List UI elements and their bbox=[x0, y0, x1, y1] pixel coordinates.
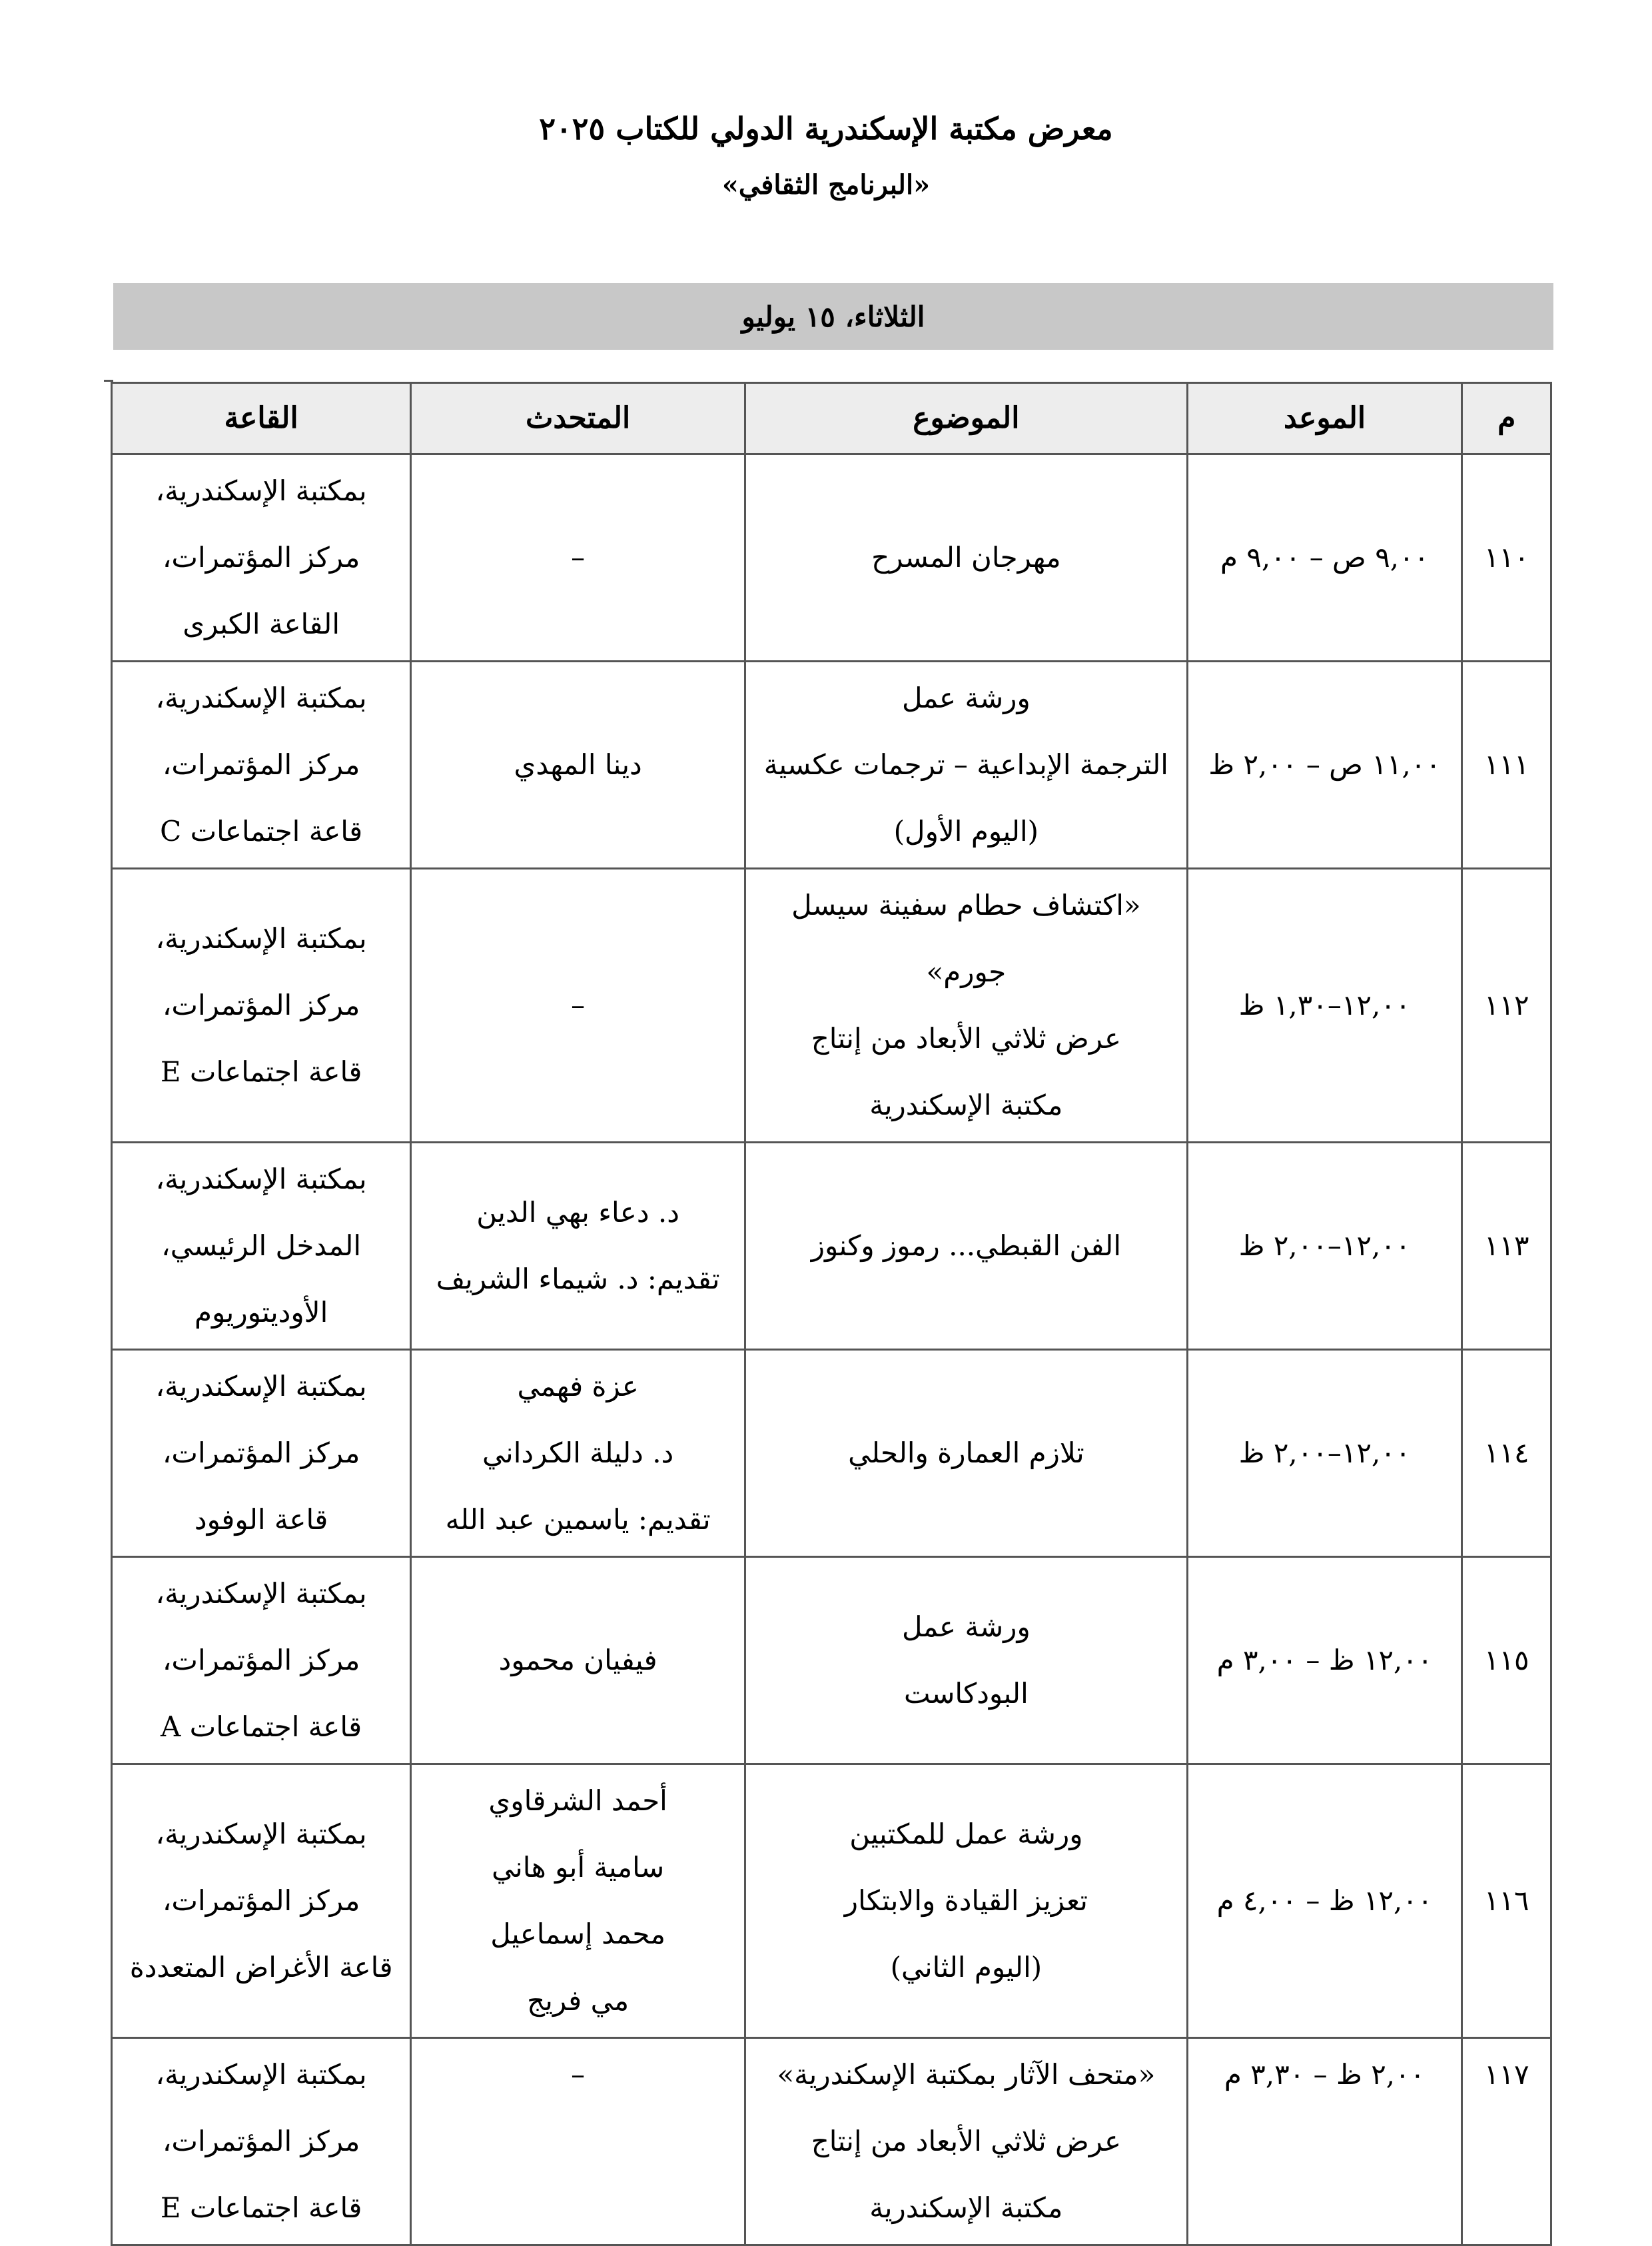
cell-speaker bbox=[411, 1557, 745, 1764]
cell-topic bbox=[745, 1764, 1188, 2038]
cell-speaker bbox=[411, 1143, 745, 1350]
cell-hall bbox=[112, 1557, 411, 1764]
cell-topic-line: «اكتشاف حطام سفينة سيسل جورم» bbox=[791, 889, 1141, 988]
cell-hall-line: بمكتبة الإسكندرية، bbox=[155, 1577, 367, 1610]
cell-topic-line: تلازم العمارة والحلي bbox=[848, 1436, 1084, 1469]
cell-topic bbox=[745, 1350, 1188, 1557]
cell-topic-line: (اليوم الثاني) bbox=[890, 1951, 1042, 1983]
table-row bbox=[112, 1350, 1551, 1557]
cell-topic bbox=[745, 869, 1188, 1143]
cell-num: ١١١ bbox=[1462, 662, 1551, 869]
cell-speaker-line: محمد إسماعيل bbox=[490, 1918, 666, 1950]
cell-topic bbox=[745, 1143, 1188, 1350]
table-body bbox=[112, 454, 1551, 2245]
table-row bbox=[112, 1143, 1551, 1350]
cell-hall-line: مركز المؤتمرات، bbox=[162, 1884, 360, 1917]
cell-hall-line: بمكتبة الإسكندرية، bbox=[155, 922, 367, 955]
cell-speaker bbox=[411, 2038, 745, 2245]
table-row bbox=[112, 454, 1551, 662]
cell-topic-line: الترجمة الإبداعية – ترجمات عكسية bbox=[763, 748, 1168, 781]
cell-topic-line: ورشة عمل bbox=[901, 682, 1031, 714]
cell-num: ١١٦ bbox=[1462, 1764, 1551, 2038]
cell-hall-line: مركز المؤتمرات، bbox=[162, 1644, 360, 1676]
cell-hall-line: بمكتبة الإسكندرية، bbox=[155, 1818, 367, 1850]
header-hall: القاعة bbox=[112, 383, 411, 454]
cell-speaker-line: مي فريج bbox=[527, 1984, 629, 2017]
cell-hall-line: مركز المؤتمرات، bbox=[162, 2125, 360, 2157]
header-topic: الموضوع bbox=[745, 383, 1188, 454]
cell-time: ١١,٠٠ ص – ٢,٠٠ ظ bbox=[1187, 662, 1462, 869]
cell-num: ١١٧ bbox=[1462, 2038, 1551, 2245]
cell-time: ١٢,٠٠ ظ – ٤,٠٠ م bbox=[1187, 1764, 1462, 2038]
cell-hall-line: المدخل الرئيسي، bbox=[161, 1229, 362, 1262]
document-subtitle: «البرنامج الثقافي» bbox=[721, 169, 931, 201]
cell-hall-line: بمكتبة الإسكندرية، bbox=[155, 682, 367, 714]
cell-hall-line: قاعة اجتماعات E bbox=[160, 1055, 362, 1088]
cell-speaker-line: تقديم: د. شيماء الشريف bbox=[436, 1263, 720, 1295]
cell-hall-line: قاعة الأغراض المتعددة bbox=[129, 1951, 393, 1983]
cell-hall bbox=[112, 1143, 411, 1350]
cell-speaker bbox=[411, 454, 745, 662]
cell-speaker-line: – bbox=[571, 541, 586, 574]
table-header-row bbox=[112, 383, 1551, 454]
cell-num: ١١٣ bbox=[1462, 1143, 1551, 1350]
table-row bbox=[112, 1764, 1551, 2038]
page-header bbox=[0, 107, 1652, 205]
cell-hall-line: قاعة اجتماعات C bbox=[160, 815, 363, 847]
cell-topic-line: تعزيز القيادة والابتكار bbox=[844, 1884, 1088, 1917]
cell-time: ١٢,٠٠–٢,٠٠ ظ bbox=[1187, 1143, 1462, 1350]
cell-hall-line: بمكتبة الإسكندرية، bbox=[155, 474, 367, 507]
cell-speaker-line: عزة فهمي bbox=[517, 1370, 639, 1403]
cell-hall-line: قاعة الوفود bbox=[194, 1503, 328, 1536]
cell-topic-line: البودكاست bbox=[903, 1677, 1029, 1710]
cell-topic-line: مكتبة الإسكندرية bbox=[869, 1089, 1063, 1121]
cell-topic bbox=[745, 2038, 1188, 2245]
cell-speaker bbox=[411, 662, 745, 869]
cell-topic-line: الفن القبطي... رموز وكنوز bbox=[811, 1229, 1122, 1262]
cell-hall-line: القاعة الكبرى bbox=[183, 608, 340, 640]
table-row bbox=[112, 2038, 1551, 2245]
cell-num: ١١٢ bbox=[1462, 869, 1551, 1143]
header-speaker: المتحدث bbox=[411, 383, 745, 454]
cell-hall-line: الأوديتوريوم bbox=[194, 1296, 328, 1329]
cell-hall-line: قاعة اجتماعات A bbox=[160, 1710, 362, 1743]
cell-speaker-line: سامية أبو هاني bbox=[492, 1851, 665, 1884]
cell-hall-line: مركز المؤتمرات، bbox=[162, 748, 360, 781]
cell-speaker-line: – bbox=[571, 2058, 586, 2091]
cell-hall-line: مركز المؤتمرات، bbox=[162, 1436, 360, 1469]
program-table bbox=[111, 382, 1552, 2246]
cell-topic bbox=[745, 1557, 1188, 1764]
table-row bbox=[112, 662, 1551, 869]
cell-hall-line: بمكتبة الإسكندرية، bbox=[155, 1370, 367, 1403]
cell-speaker bbox=[411, 1764, 745, 2038]
cell-speaker-line: د. دليلة الكرداني bbox=[482, 1436, 674, 1469]
cell-topic bbox=[745, 662, 1188, 869]
cell-time: ١٢,٠٠–١,٣٠ ظ bbox=[1187, 869, 1462, 1143]
cell-speaker-line: فيفيان محمود bbox=[498, 1644, 657, 1676]
table-row bbox=[112, 869, 1551, 1143]
cell-speaker bbox=[411, 869, 745, 1143]
cell-speaker-line: دينا المهدي bbox=[514, 748, 642, 781]
cell-topic-line: (اليوم الأول) bbox=[893, 815, 1039, 847]
document-title: معرض مكتبة الإسكندرية الدولي للكتاب ٢٠٢٥ bbox=[539, 111, 1113, 147]
header-time: الموعد bbox=[1187, 383, 1462, 454]
cell-hall bbox=[112, 2038, 411, 2245]
cell-time: ١٢,٠٠–٢,٠٠ ظ bbox=[1187, 1350, 1462, 1557]
cell-hall bbox=[112, 1350, 411, 1557]
cell-topic-line: ورشة عمل للمكتبين bbox=[849, 1818, 1083, 1850]
cell-topic bbox=[745, 454, 1188, 662]
cell-num: ١١٤ bbox=[1462, 1350, 1551, 1557]
cell-num: ١١٥ bbox=[1462, 1557, 1551, 1764]
cell-hall bbox=[112, 454, 411, 662]
cell-hall bbox=[112, 1764, 411, 2038]
cell-speaker-line: تقديم: ياسمين عبد الله bbox=[445, 1503, 711, 1536]
cell-hall-line: مركز المؤتمرات، bbox=[162, 541, 360, 574]
cell-topic-line: «متحف الآثار بمكتبة الإسكندرية» bbox=[777, 2058, 1156, 2091]
table-row bbox=[112, 1557, 1551, 1764]
cell-speaker-line: د. دعاء بهي الدين bbox=[476, 1196, 679, 1229]
cell-hall-line: مركز المؤتمرات، bbox=[162, 989, 360, 1021]
cell-time: ٢,٠٠ ظ – ٣,٣٠ م bbox=[1187, 2038, 1462, 2245]
cell-time: ٩,٠٠ ص – ٩,٠٠ م bbox=[1187, 454, 1462, 662]
day-banner: الثلاثاء، ١٥ يوليو bbox=[113, 283, 1553, 350]
cell-topic-line: عرض ثلاثي الأبعاد من إنتاج bbox=[811, 1022, 1122, 1055]
cell-topic-line: ورشة عمل bbox=[901, 1610, 1031, 1643]
cell-topic-line: عرض ثلاثي الأبعاد من إنتاج bbox=[811, 2125, 1122, 2157]
cell-speaker-line: أحمد الشرقاوي bbox=[488, 1784, 667, 1817]
cell-speaker bbox=[411, 1350, 745, 1557]
cell-hall-line: بمكتبة الإسكندرية، bbox=[155, 1163, 367, 1195]
cell-topic-line: مكتبة الإسكندرية bbox=[869, 2191, 1063, 2224]
cell-time: ١٢,٠٠ ظ – ٣,٠٠ م bbox=[1187, 1557, 1462, 1764]
cell-hall bbox=[112, 869, 411, 1143]
cell-hall-line: قاعة اجتماعات E bbox=[160, 2191, 362, 2224]
cell-speaker-line: – bbox=[571, 989, 586, 1021]
cell-topic-line: مهرجان المسرح bbox=[871, 541, 1061, 574]
header-num: م bbox=[1462, 383, 1551, 454]
cell-hall bbox=[112, 662, 411, 869]
cell-hall-line: بمكتبة الإسكندرية، bbox=[155, 2058, 367, 2091]
cell-num: ١١٠ bbox=[1462, 454, 1551, 662]
